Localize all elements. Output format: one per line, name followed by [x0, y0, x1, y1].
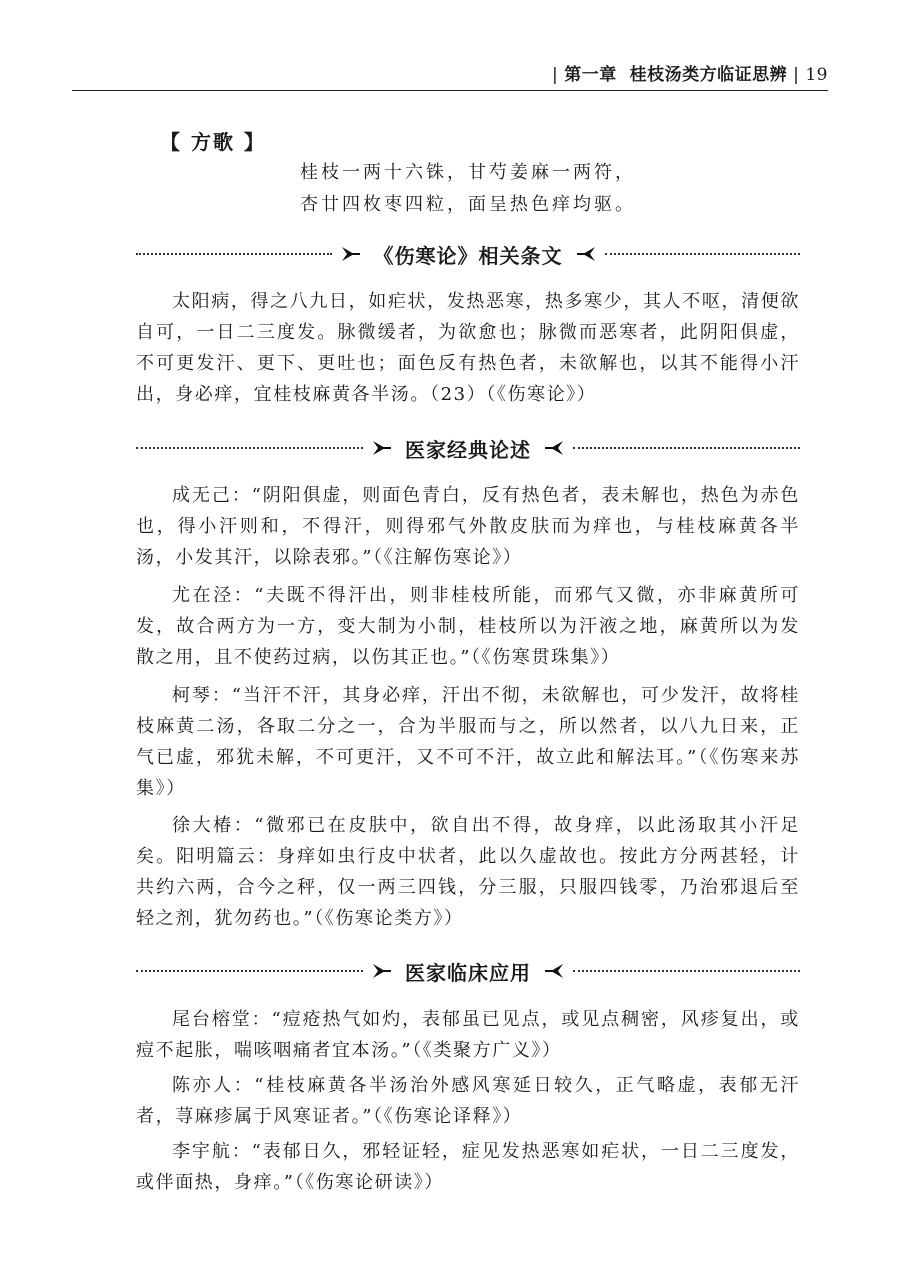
arrow-left-icon [575, 244, 597, 264]
arrow-right-icon [340, 244, 362, 264]
dotted-rule [136, 970, 363, 972]
section-heading [136, 238, 800, 270]
paragraph: 成无己：“阴阳俱虚，则面色青白，反有热色者，表未解也，热色为赤色也，得小汗则和，不得汗，则得邪气外散皮肤而为痒也，与桂枝麻黄各半汤，小发其汗，以除表邪。”（《注解伤寒论》） [136, 485, 800, 568]
header-rule [72, 90, 828, 91]
verse-line: 桂枝一两十六铢，甘芍姜麻一两符， [300, 162, 636, 183]
header-divider: | [793, 65, 800, 85]
chapter-number: 第一章 [564, 65, 617, 85]
paragraph: 徐大椿：“微邪已在皮肤中，欲自出不得，故身痒，以此汤取其小汗足矣。阳明篇云：身痒如虫行皮中状者，此以久虚故也。按此方分两甚轻，计共约六两，合今之秤，仅一两三四钱，分三服，只服四钱零，乃治邪退后至轻之剂，犹勿药也。”（《伤寒论类方》） [136, 815, 800, 929]
page-number: 19 [805, 65, 828, 85]
dotted-rule [573, 447, 800, 449]
dotted-rule [136, 447, 363, 449]
paragraph: 尤在泾：“夫既不得汗出，则非桂枝所能，而邪气又微，亦非麻黄所可发，故合两方为一方，变大制为小制，桂枝所以为汗液之地，麻黄所以为发散之用，且不使药过病，以伤其正也。”（《伤寒贯珠集》） [136, 585, 800, 668]
dotted-rule [573, 970, 800, 972]
section-title: 《伤寒论》相关条文 [373, 243, 563, 268]
section-title: 医家临床应用 [405, 960, 531, 985]
arrow-right-icon [371, 438, 393, 458]
paragraph: 陈亦人：“桂枝麻黄各半汤治外感风寒延日较久，正气略虚，表郁无汗者，荨麻疹属于风寒证者。”（《伤寒论译释》） [136, 1075, 800, 1127]
paragraph: 尾台榕堂：“痘疮热气如灼，表郁虽已见点，或见点稠密，风疹复出，或痘不起胀，喘咳咽痛者宜本汤。”（《类聚方广义》） [136, 1009, 800, 1061]
section-heading [136, 432, 800, 464]
arrow-left-icon [543, 961, 565, 981]
running-header [546, 60, 828, 85]
header-divider: | [552, 65, 559, 85]
chapter-title: 桂枝汤类方临证思辨 [629, 65, 788, 85]
section-title: 医家经典论述 [405, 437, 531, 462]
paragraph: 柯琴：“当汗不汗，其身必痒，汗出不彻，未欲解也，可少发汗，故将桂枝麻黄二汤，各取二分之一，合为半服而与之，所以然者，以八九日来，正气已虚，邪犹未解，不可更汗，又不可不汗，故立此和解法耳。”（《伤寒来苏集》） [136, 685, 800, 799]
fangge-heading: 【 方歌 】 [160, 130, 266, 154]
paragraph: 太阳病，得之八九日，如疟状，发热恶寒，热多寒少，其人不呕，清便欲自可，一日二三度发。脉微缓者，为欲愈也；脉微而恶寒者，此阴阳俱虚，不可更发汗、更下、更吐也；面色反有热色者，未欲解也，以其不能得小汗出，身必痒，宜桂枝麻黄各半汤。（23）（《伤寒论》） [136, 291, 800, 405]
section-heading [136, 955, 800, 987]
paragraph: 李宇航：“表郁日久，邪轻证轻，症见发热恶寒如疟状，一日二三度发，或伴面热，身痒。”（《伤寒论研读》） [136, 1141, 800, 1193]
verse-line: 杏廿四枚枣四粒，面呈热色痒均驱。 [300, 194, 636, 215]
dotted-rule [605, 253, 801, 255]
dotted-rule [136, 253, 332, 255]
arrow-right-icon [371, 961, 393, 981]
arrow-left-icon [543, 438, 565, 458]
